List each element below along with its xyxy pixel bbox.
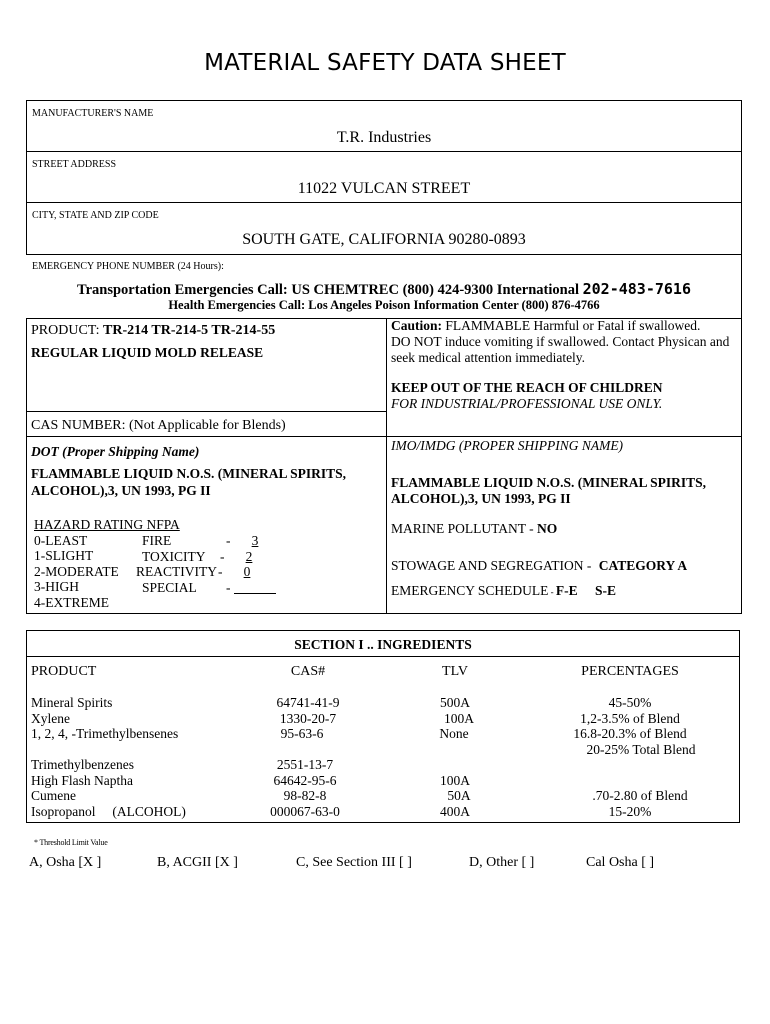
product-codes: TR-214 TR-214-5 TR-214-55 — [103, 323, 276, 338]
table-row — [31, 742, 731, 758]
imo-line-1: FLAMMABLE LIQUID N.O.S. (MINERAL SPIRITS, — [391, 475, 707, 490]
header-product: PRODUCT — [31, 664, 97, 679]
health-emergency: Health Emergencies Call: Los Angeles Poison Information Center (800) 876-4766 — [168, 298, 600, 312]
imo-heading: IMO/IMDG (PROPER SHIPPING NAME) — [391, 438, 624, 453]
emergency-label: EMERGENCY PHONE NUMBER (24 Hours): — [32, 261, 224, 272]
product-label: PRODUCT: — [31, 323, 100, 338]
product-name: REGULAR LIQUID MOLD RELEASE — [31, 345, 264, 360]
dot-heading: DOT (Proper Shipping Name) — [31, 444, 200, 459]
rating-reactivity: REACTIVITY - 0 — [136, 564, 286, 580]
header-cas: CAS# — [290, 664, 326, 679]
header-tlv: TLV — [442, 664, 468, 679]
scale-1: 1-SLIGHT — [34, 548, 94, 564]
imo-name — [391, 475, 706, 507]
caution-block — [391, 318, 739, 366]
product-line — [31, 323, 275, 339]
table-row — [31, 711, 731, 727]
header-percentages: PERCENTAGES — [581, 664, 679, 679]
city-value: SOUTH GATE, CALIFORNIA 90280-0893 — [242, 231, 526, 248]
source-acgih: B, ACGII [X ] — [157, 855, 238, 870]
cell-tlv: None — [439, 726, 469, 742]
schedule-value-2: S-E — [595, 583, 617, 598]
cell-cas: 64741-41-9 — [276, 695, 340, 710]
scale-3: 3-HIGH — [34, 579, 79, 595]
cell-product: Trimethylbenzenes — [31, 757, 134, 772]
rating-name: FIRE — [142, 533, 172, 548]
hazard-heading: HAZARD RATING NFPA — [34, 517, 180, 532]
table-row — [31, 726, 731, 742]
schedule-label: EMERGENCY SCHEDULE — [391, 583, 549, 598]
schedule-value-1: F-E — [555, 583, 578, 598]
scale-0: 0-LEAST — [34, 532, 88, 548]
divider — [26, 656, 740, 657]
dot-line-1: FLAMMABLE LIQUID N.O.S. (MINERAL SPIRITS, — [31, 466, 347, 481]
divider — [26, 100, 742, 101]
caution-text-2: DO NOT induce vomiting if swallowed. Contact Physican and — [391, 334, 730, 349]
street-label: STREET ADDRESS — [32, 159, 116, 170]
cell-pct: 16.8-20.3% of Blend — [573, 726, 687, 742]
rating-fire: FIRE - 3 — [142, 533, 292, 549]
total-blend: 20-25% Total Blend — [586, 741, 696, 757]
international-number: 202-483-7616 — [582, 280, 691, 298]
table-row — [31, 757, 731, 773]
footnote: * Threshold Limit Value — [34, 838, 108, 847]
divider — [26, 202, 742, 203]
street-value: 11022 VULCAN STREET — [297, 180, 471, 197]
ingredients-group-1 — [31, 695, 731, 757]
document-title: MATERIAL SAFETY DATA SHEET — [204, 50, 566, 76]
transport-emergency — [26, 280, 742, 299]
marine-value: NO — [537, 521, 558, 536]
divider — [26, 436, 742, 437]
rating-value — [234, 580, 276, 594]
manufacturer-value: T.R. Industries — [336, 129, 432, 146]
dot-line-2: ALCOHOL),3, UN 1993, PG II — [31, 483, 211, 498]
rating-value: 0 — [243, 564, 251, 580]
cell-cas: 98-82-8 — [283, 788, 327, 804]
city-label: CITY, STATE AND ZIP CODE — [32, 210, 159, 221]
rating-value: 2 — [245, 548, 253, 564]
scale-4: 4-EXTREME — [34, 594, 109, 610]
source-cal-osha: Cal Osha [ ] — [586, 855, 655, 870]
stowage-value: CATEGORY A — [598, 558, 688, 573]
cell-tlv: 500A — [440, 695, 470, 710]
cell-cas: 1330-20-7 — [279, 710, 337, 726]
rating-toxicity: TOXICITY - 2 — [142, 549, 292, 565]
table-row — [31, 773, 731, 789]
emergency-schedule: EMERGENCY SCHEDULE - F-E S-E — [391, 583, 617, 598]
table-row — [31, 788, 731, 804]
rating-name: TOXICITY — [142, 548, 206, 564]
divider — [26, 151, 742, 152]
scale-2: 2-MODERATE — [34, 563, 119, 579]
cell-product: Mineral Spirits — [31, 695, 113, 710]
cell-product: Isopropanol (ALCOHOL) — [31, 803, 186, 819]
imo-line-2: ALCOHOL),3, UN 1993, PG II — [391, 491, 571, 506]
manufacturer-label: MANUFACTURER'S NAME — [32, 108, 154, 119]
source-osha: A, Osha [X ] — [29, 855, 102, 870]
caution-text-1: FLAMMABLE Harmful or Fatal if swallowed. — [445, 318, 701, 333]
cell-tlv: 50A — [447, 788, 471, 804]
section-title: SECTION I .. INGREDIENTS — [294, 637, 472, 652]
cell-product: Cumene — [31, 788, 76, 804]
dot-name — [31, 465, 346, 499]
cell-tlv: 100A — [440, 772, 470, 788]
cell-pct: 15-20% — [608, 803, 652, 819]
stowage — [391, 558, 687, 574]
stowage-label: STOWAGE AND SEGREGATION - — [391, 558, 592, 573]
keep-out-warning: KEEP OUT OF THE REACH OF CHILDREN — [391, 380, 663, 395]
caution-line-1 — [391, 318, 739, 334]
hazard-ratings — [136, 533, 292, 595]
cell-cas: 2551-13-7 — [276, 757, 334, 772]
divider — [386, 318, 387, 614]
cas-number: CAS NUMBER: (Not Applicable for Blends) — [31, 418, 286, 433]
caution-label: Caution: — [391, 318, 443, 333]
source-other: D, Other [ ] — [469, 855, 535, 870]
divider — [26, 411, 386, 412]
marine-label: MARINE POLLUTANT - — [391, 521, 534, 536]
cell-cas: 95-63-6 — [280, 726, 324, 742]
cell-cas: 64642-95-6 — [273, 772, 337, 788]
rating-value: 3 — [251, 533, 259, 548]
caution-text-3: seek medical attention immediately. — [391, 350, 586, 365]
cell-tlv: 400A — [440, 803, 470, 819]
transport-text: Transportation Emergencies Call: US CHEMTREC (800) 424-9300 International — [77, 282, 579, 298]
cell-pct: 45-50% — [608, 695, 652, 710]
cell-product: High Flash Naptha — [31, 772, 133, 788]
cell-pct: .70-2.80 of Blend — [592, 788, 688, 804]
rating-name: REACTIVITY — [136, 564, 217, 580]
cell-product: 1, 2, 4, -Trimethylbensenes — [31, 726, 179, 742]
marine-pollutant — [391, 521, 557, 537]
source-section-iii: C, See Section III [ ] — [296, 855, 412, 870]
cell-cas: 000067-63-0 — [270, 803, 340, 819]
ingredients-group-2 — [31, 757, 731, 819]
rating-special: SPECIAL - — [142, 580, 292, 596]
rating-name: SPECIAL — [142, 579, 197, 595]
cell-pct: 1,2-3.5% of Blend — [580, 710, 680, 726]
table-row — [31, 804, 731, 820]
table-row — [31, 695, 731, 711]
cell-product: Xylene — [31, 710, 70, 726]
divider — [26, 254, 742, 255]
cell-tlv: 100A — [444, 710, 474, 726]
industrial-use: FOR INDUSTRIAL/PROFESSIONAL USE ONLY. — [391, 396, 663, 411]
